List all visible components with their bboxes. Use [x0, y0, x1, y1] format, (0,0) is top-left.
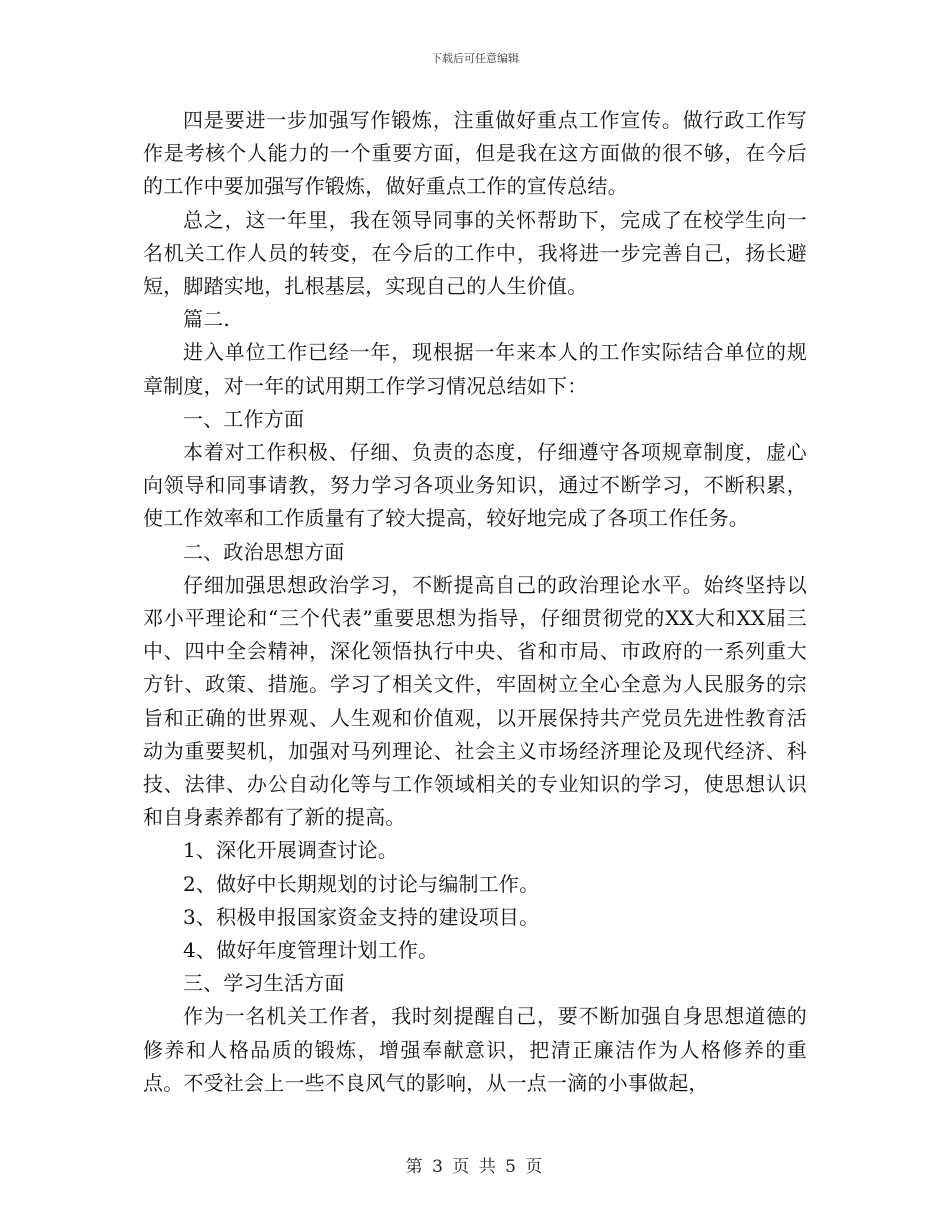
- list-item-4: 4、做好年度管理计划工作。: [183, 938, 439, 963]
- paragraph-writing-training: 四是要进一步加强写作锻炼，注重做好重点工作宣传。做行政工作写作是考核个人能力的一个重要方面，但是我在这方面做的很不够，在今后的工作中要加强写作锻炼，做好重点工作的宣传总结。: [143, 108, 807, 199]
- list-item-1: 1、深化开展调查讨论。: [183, 838, 398, 863]
- list-item-2: 2、做好中长期规划的讨论与编制工作。: [183, 871, 540, 896]
- heading-study-life: 三、学习生活方面: [183, 971, 345, 996]
- list-item-3: 3、积极申报国家资金支持的建设项目。: [183, 904, 540, 929]
- section-title-part-two: 篇二.: [183, 307, 230, 332]
- page-header-note: 下载后可任意编辑: [431, 52, 519, 65]
- paragraph-study-life: 作为一名机关工作者，我时刻提醒自己，要不断加强自身思想道德的修养和人格品质的锻炼，增强奉献意识，把清正廉洁作为人格修养的重点。不受社会上一些不良风气的影响，从一点一滴的小事做起，: [143, 1004, 807, 1095]
- document-body: [143, 104, 807, 1100]
- paragraph-work: 本着对工作积极、仔细、负责的态度，仔细遵守各项规章制度，虚心向领导和同事请教，努力学习各项业务知识，通过不断学习，不断积累，使工作效率和工作质量有了较大提高，较好地完成了各项工作任务。: [143, 440, 807, 531]
- heading-politics: 二、政治思想方面: [183, 539, 345, 564]
- paragraph-summary: 总之，这一年里，我在领导同事的关怀帮助下，完成了在校学生向一名机关工作人员的转变，在今后的工作中，我将进一步完善自己，扬长避短，脚踏实地，扎根基层，实现自己的人生价值。: [143, 207, 807, 299]
- paragraph-intro: 进入单位工作已经一年，现根据一年来本人的工作实际结合单位的规章制度，对一年的试用期工作学习情况总结如下：: [143, 340, 807, 398]
- paragraph-politics: 仔细加强思想政治学习，不断提高自己的政治理论水平。始终坚持以邓小平理论和“三个代表”重要思想为指导，仔细贯彻党的XX大和XX届三中、四中全会精神，深化领悟执行中央、省和市局、市政府的一系列重大方针、政策、措施。学习了相关文件，牢固树立全心全意为人民服务的宗旨和正确的世界观、人生观和价值观，以开展保持共产党员先进性教育活动为重要契机，加强对马列理论、社会主义市场经济理论及现代经济、科技、法律、办公自动化等与工作领域相关的专业知识的学习，使思想认识和自身素养都有了新的提高。: [143, 572, 807, 830]
- page-number: 第 3 页 共 5 页: [405, 1157, 545, 1177]
- heading-work: 一、工作方面: [183, 406, 305, 431]
